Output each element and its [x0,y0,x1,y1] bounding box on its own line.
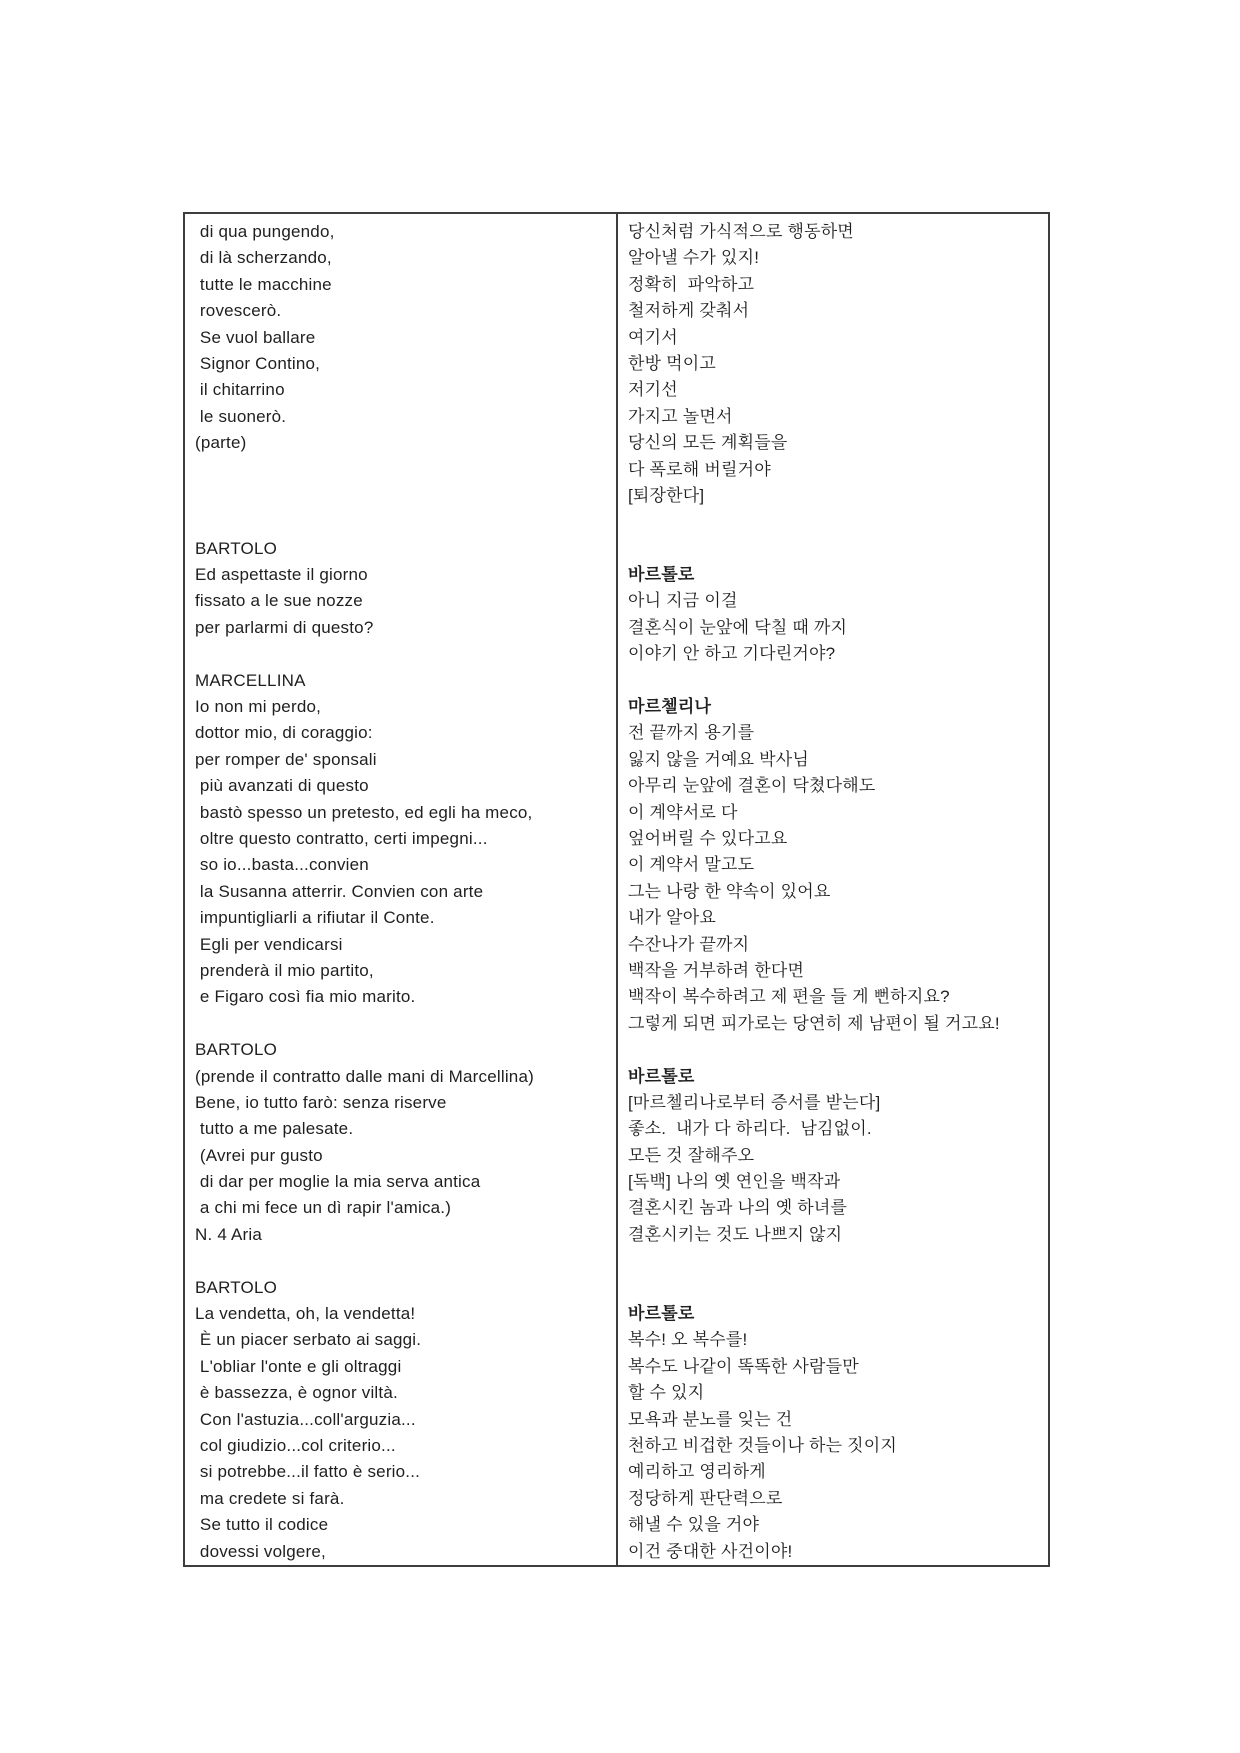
text-line [195,509,606,535]
text-line: 수잔나가 끝까지 [628,934,750,954]
text-line: la Susanna atterrir. Convien con arte [195,881,484,901]
text-line [195,641,606,667]
libretto-table [183,212,1050,1567]
text-line [628,1275,1038,1301]
text-line: Io non mi perdo, [195,697,322,717]
text-line: 이야기 안 하고 기다린거야? [628,644,836,664]
text-line: 결혼시킨 놈과 나의 옛 하녀를 [628,1198,848,1218]
text-line: 결혼시키는 것도 나쁘지 않지 [628,1224,843,1244]
text-line: N. 4 Aria [195,1224,262,1244]
text-line: È un piacer serbato ai saggi. [195,1330,422,1350]
text-line: più avanzati di questo [195,776,369,796]
text-line: bastò spesso un pretesto, ed egli ha meco, [195,802,533,822]
text-line: 전 끝까지 용기를 [628,723,755,743]
text-line: il chitarrino [195,380,285,400]
text-line: è bassezza, è ognor viltà. [195,1383,398,1403]
text-line: 아니 지금 이걸 [628,591,738,611]
text-line [628,668,1038,694]
text-line: 정확히 파악하고 [628,274,755,294]
text-line: Signor Contino, [195,353,321,373]
text-line: ma credete si farà. [195,1488,345,1508]
italian-text-column [185,214,618,1565]
text-line: 백작이 복수하려고 제 편을 들 게 뻔하지요? [628,987,950,1007]
text-line: (Avrei pur gusto [195,1145,323,1165]
text-line: 복수도 나같이 똑똑한 사람들만 [628,1356,859,1376]
text-line [195,483,606,509]
text-line: Ed aspettaste il giorno [195,565,368,585]
text-line: impuntigliarli a rifiutar il Conte. [195,908,435,928]
text-line: 예리하고 영리하게 [628,1462,766,1482]
text-line: BARTOLO [195,538,278,558]
text-line: dottor mio, di coraggio: [195,723,373,743]
speaker-name-line: 바르톨로 [628,1066,695,1086]
text-line: dovessi volgere, [195,1541,326,1561]
text-line: 복수! 오 복수를! [628,1330,748,1350]
text-line: Con l'astuzia...coll'arguzia... [195,1409,416,1429]
text-line: 잃지 않을 거예요 박사님 [628,749,809,769]
text-line: rovescerò. [195,301,282,321]
text-line: 이건 중대한 사건이야! [628,1541,793,1561]
text-line: 그렇게 되면 피가로는 당연히 제 남편이 될 거고요! [628,1013,1000,1033]
text-line: Se tutto il codice [195,1515,329,1535]
text-line: e Figaro così fia mio marito. [195,987,416,1007]
text-line: 가지고 놀면서 [628,406,733,426]
text-line: (prende il contratto dalle mani di Marcellina) [195,1066,534,1086]
text-line [195,457,606,483]
text-line: 당신처럼 가식적으로 행동하면 [628,222,854,241]
text-line: 모든 것 잘해주오 [628,1145,755,1165]
text-line: BARTOLO [195,1040,278,1060]
text-line: Bene, io tutto farò: senza riserve [195,1092,447,1112]
text-line: si potrebbe...il fatto è serio... [195,1462,421,1482]
text-line: 할 수 있지 [628,1383,705,1403]
text-line [195,1248,606,1274]
text-line: [마르첼리나로부터 증서를 받는다] [628,1092,881,1112]
text-line: tutto a me palesate. [195,1119,354,1139]
text-line [628,536,1038,562]
text-line: fissato a le sue nozze [195,591,363,611]
text-line: 알아낼 수가 있지! [628,248,760,268]
text-line: 천하고 비겁한 것들이나 하는 짓이지 [628,1435,898,1455]
text-line: 엎어버릴 수 있다고요 [628,828,788,848]
text-line: Egli per vendicarsi [195,934,343,954]
text-line: so io...basta...convien [195,855,369,875]
text-line: 백작을 거부하려 한다면 [628,960,805,980]
text-line: 아무리 눈앞에 결혼이 닥쳤다해도 [628,776,876,796]
text-line: 여기서 [628,327,678,347]
text-line [628,1248,1038,1274]
text-line: 저기선 [628,380,678,400]
text-line: 그는 나랑 한 약속이 있어요 [628,881,831,901]
speaker-name-line: 바르톨로 [628,1304,695,1324]
text-line: a chi mi fece un dì rapir l'amica.) [195,1198,452,1218]
text-line: MARCELLINA [195,670,306,690]
text-line: BARTOLO [195,1277,278,1297]
text-line [195,1011,606,1037]
text-line: [독백] 나의 옛 연인을 백작과 [628,1172,841,1192]
text-line: 결혼식이 눈앞에 닥칠 때 까지 [628,617,848,637]
text-line [628,509,1038,535]
text-line: (parte) [195,433,247,453]
text-line: le suonerò. [195,406,287,426]
text-line: oltre questo contratto, certi impegni... [195,828,488,848]
text-line: di là scherzando, [195,248,332,268]
text-line: 정당하게 판단력으로 [628,1488,783,1508]
text-line: per romper de' sponsali [195,749,377,769]
text-line: per parlarmi di questo? [195,617,374,637]
text-line [628,1037,1038,1063]
text-line: 해낼 수 있을 거야 [628,1515,760,1535]
text-line: prenderà il mio partito, [195,960,374,980]
text-line: col giudizio...col criterio... [195,1435,396,1455]
text-line: di dar per moglie la mia serva antica [195,1172,481,1192]
text-line: L'obliar l'onte e gli oltraggi [195,1356,402,1376]
text-line: 다 폭로해 버릴거야 [628,459,771,479]
korean-text-column [618,214,1048,1565]
text-line: 내가 알아요 [628,908,717,928]
text-line: 이 계약서로 다 [628,802,738,822]
text-line: 이 계약서 말고도 [628,855,755,875]
speaker-name-line: 마르첼리나 [628,697,712,717]
text-line: 당신의 모든 계획들을 [628,433,788,453]
text-line: tutte le macchine [195,274,332,294]
text-line: Se vuol ballare [195,327,316,347]
text-line: 모욕과 분노를 잊는 건 [628,1409,793,1429]
text-line: 한방 먹이고 [628,353,717,373]
text-line: 좋소. 내가 다 하리다. 남김없이. [628,1119,872,1139]
text-line: 철저하게 갖춰서 [628,301,750,321]
text-line: La vendetta, oh, la vendetta! [195,1304,416,1324]
text-line: di qua pungendo, [195,222,335,241]
text-line: [퇴장한다] [628,485,705,505]
speaker-name-line: 바르톨로 [628,565,695,585]
